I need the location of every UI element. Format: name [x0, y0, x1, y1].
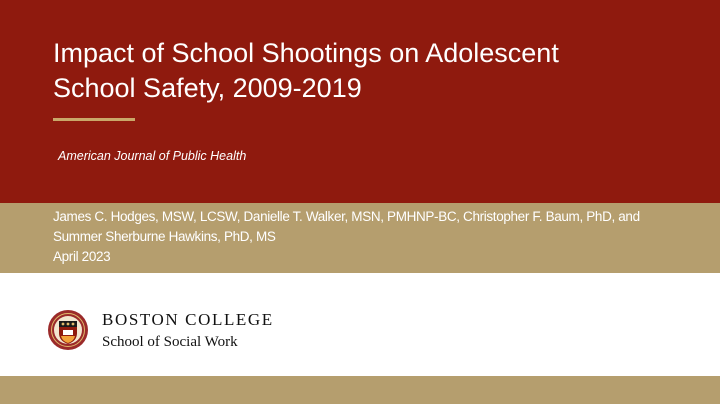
slide-title	[53, 36, 713, 106]
footer-band	[0, 376, 720, 404]
title-divider	[53, 118, 135, 121]
boston-college-seal-icon	[47, 309, 89, 351]
authors-block	[53, 207, 640, 267]
institution-name: BOSTON COLLEGE	[102, 310, 274, 329]
title-line-2: School Safety, 2009-2019	[53, 73, 362, 103]
publication-date: April 2023	[53, 249, 111, 264]
authors-line-2: Summer Sherburne Hawkins, PhD, MS	[53, 229, 276, 244]
journal-name: American Journal of Public Health	[58, 149, 247, 163]
title-line-1: Impact of School Shootings on Adolescent	[53, 38, 559, 68]
school-name: School of Social Work	[102, 334, 238, 350]
authors-line-1: James C. Hodges, MSW, LCSW, Danielle T. Walker, MSN, PMHNP-BC, Christopher F. Baum, PhD, and	[53, 209, 640, 224]
